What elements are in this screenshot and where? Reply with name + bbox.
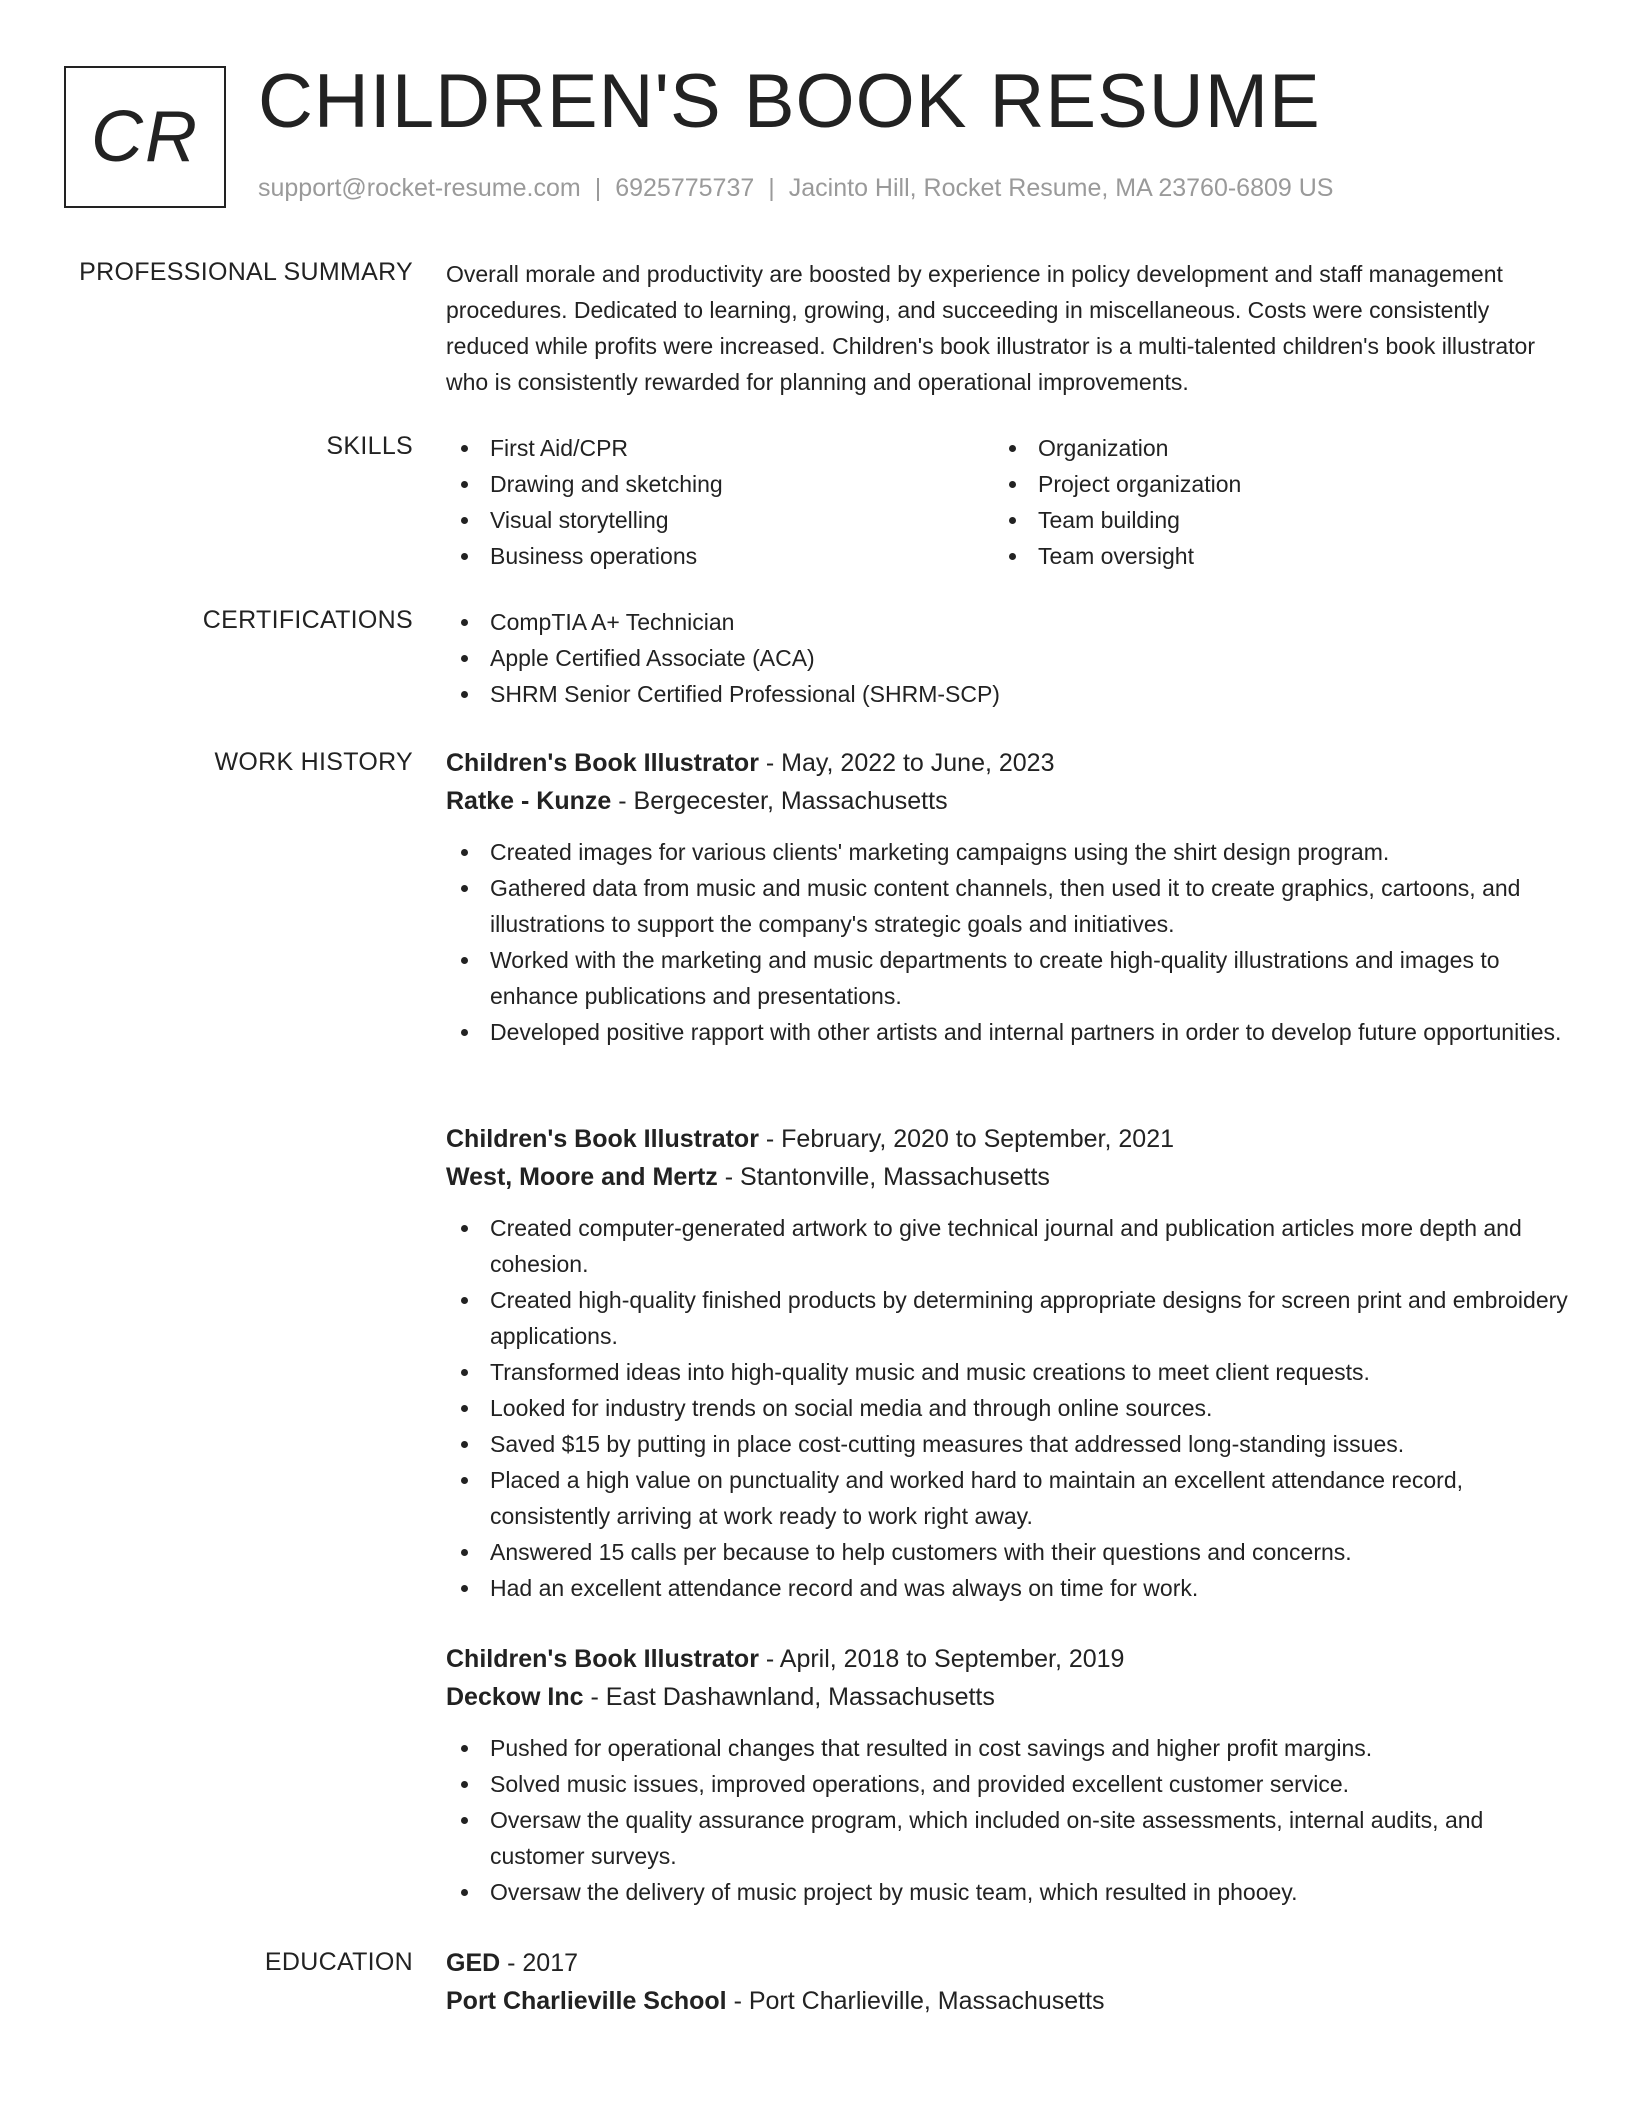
job-entry <box>446 744 1571 1050</box>
job-title-line <box>446 1640 1571 1678</box>
contact-line <box>258 174 1333 203</box>
job-title: Children's Book Illustrator <box>446 749 759 777</box>
job-company: Deckow Inc <box>446 1683 584 1711</box>
job-bullet: Saved $15 by putting in place cost-cutting measures that addressed long-standing issues. <box>446 1426 1571 1462</box>
job-bullet: Oversaw the quality assurance program, which included on-site assessments, internal audits, and customer surveys. <box>446 1802 1571 1874</box>
job-dates: - February, 2020 to September, 2021 <box>758 1125 1175 1153</box>
skill-item: Drawing and sketching <box>446 466 994 502</box>
skills-list-left <box>446 430 994 574</box>
contact-phone: 6925775737 <box>615 174 755 202</box>
job-company: West, Moore and Mertz <box>446 1163 718 1191</box>
skills-columns <box>446 430 1571 574</box>
skills-list-right <box>994 430 1542 574</box>
job-company: Ratke - Kunze <box>446 787 612 815</box>
contact-separator: | <box>768 174 775 202</box>
skill-item: Organization <box>994 430 1542 466</box>
job-company-line <box>446 1158 1571 1196</box>
job-title: Children's Book Illustrator <box>446 1645 759 1673</box>
job-dates: - April, 2018 to September, 2019 <box>758 1645 1125 1673</box>
job-location: - East Dashawnland, Massachusetts <box>583 1683 995 1711</box>
job-title: Children's Book Illustrator <box>446 1125 759 1153</box>
section-label: SKILLS <box>326 432 413 460</box>
job-bullet: Created images for various clients' marketing campaigns using the shirt design program. <box>446 834 1571 870</box>
section-label: EDUCATION <box>264 1948 413 1976</box>
job-company-line <box>446 782 1571 820</box>
resume-title: CHILDREN'S BOOK RESUME <box>258 59 1321 144</box>
contact-address: Jacinto Hill, Rocket Resume, MA 23760-6809 US <box>788 174 1334 202</box>
job-dates: - May, 2022 to June, 2023 <box>758 749 1055 777</box>
job-bullet: Pushed for operational changes that resulted in cost savings and higher profit margins. <box>446 1730 1571 1766</box>
job-bullet: Worked with the marketing and music departments to create high-quality illustrations and images to enhance publications and presentations. <box>446 942 1571 1014</box>
job-location: - Bergecester, Massachusetts <box>611 787 948 815</box>
education-school: Port Charlieville School <box>446 1987 727 2015</box>
job-bullets <box>446 1730 1571 1910</box>
summary-text: Overall morale and productivity are boosted by experience in policy development and staff management procedures. Dedicated to learning, growing, and succeeding in miscellaneous. Costs were consistently reduced while profits were increased. Children's book illustrator is a multi-talented children's book illustrator who is consistently rewarded for planning and operational improvements. <box>446 261 1536 395</box>
job-bullet: Oversaw the delivery of music project by music team, which resulted in phooey. <box>446 1874 1571 1910</box>
section-label: CERTIFICATIONS <box>202 606 413 634</box>
certification-item: SHRM Senior Certified Professional (SHRM-SCP) <box>446 676 1571 712</box>
skill-item: Project organization <box>994 466 1542 502</box>
job-bullet: Had an excellent attendance record and was always on time for work. <box>446 1570 1571 1606</box>
job-title-line <box>446 744 1571 782</box>
job-title-line <box>446 1120 1571 1158</box>
section-label: WORK HISTORY <box>214 748 413 776</box>
skill-item: Team oversight <box>994 538 1542 574</box>
job-bullet: Created high-quality finished products by determining appropriate designs for screen print and embroidery applications. <box>446 1282 1571 1354</box>
job-bullet: Answered 15 calls per because to help customers with their questions and concerns. <box>446 1534 1571 1570</box>
job-bullet: Developed positive rapport with other artists and internal partners in order to develop future opportunities. <box>446 1014 1571 1050</box>
job-location: - Stantonville, Massachusetts <box>717 1163 1050 1191</box>
job-bullet: Solved music issues, improved operations, and provided excellent customer service. <box>446 1766 1571 1802</box>
job-company-line <box>446 1678 1571 1716</box>
certification-item: CompTIA A+ Technician <box>446 604 1571 640</box>
job-bullet: Created computer-generated artwork to give technical journal and publication articles more depth and cohesion. <box>446 1210 1571 1282</box>
monogram-text: CR <box>91 97 199 177</box>
education-school-line <box>446 1982 1571 2020</box>
certifications-body <box>446 604 1571 712</box>
skill-item: First Aid/CPR <box>446 430 994 466</box>
job-bullets <box>446 1210 1571 1606</box>
skill-item: Business operations <box>446 538 994 574</box>
certifications-list <box>446 604 1571 712</box>
education-degree-line <box>446 1944 1571 1982</box>
education-entry <box>446 1944 1571 2020</box>
education-year: - 2017 <box>500 1949 579 1977</box>
education-location: - Port Charlieville, Massachusetts <box>726 1987 1105 2015</box>
job-bullet: Transformed ideas into high-quality music and music creations to meet client requests. <box>446 1354 1571 1390</box>
education-degree: GED <box>446 1949 501 1977</box>
section-label: PROFESSIONAL SUMMARY <box>79 258 413 286</box>
contact-email: support@rocket-resume.com <box>258 174 581 202</box>
job-entry <box>446 1120 1571 1606</box>
monogram-box <box>64 66 226 208</box>
skill-item: Team building <box>994 502 1542 538</box>
job-bullet: Looked for industry trends on social media and through online sources. <box>446 1390 1571 1426</box>
job-bullets <box>446 834 1571 1050</box>
job-entry <box>446 1640 1571 1910</box>
contact-separator: | <box>594 174 602 202</box>
certification-item: Apple Certified Associate (ACA) <box>446 640 1571 676</box>
skill-item: Visual storytelling <box>446 502 994 538</box>
job-bullet: Placed a high value on punctuality and worked hard to maintain an excellent attendance record, consistently arriving at work ready to work right away. <box>446 1462 1571 1534</box>
job-bullet: Gathered data from music and music content channels, then used it to create graphics, cartoons, and illustrations to support the company's strategic goals and initiatives. <box>446 870 1571 942</box>
